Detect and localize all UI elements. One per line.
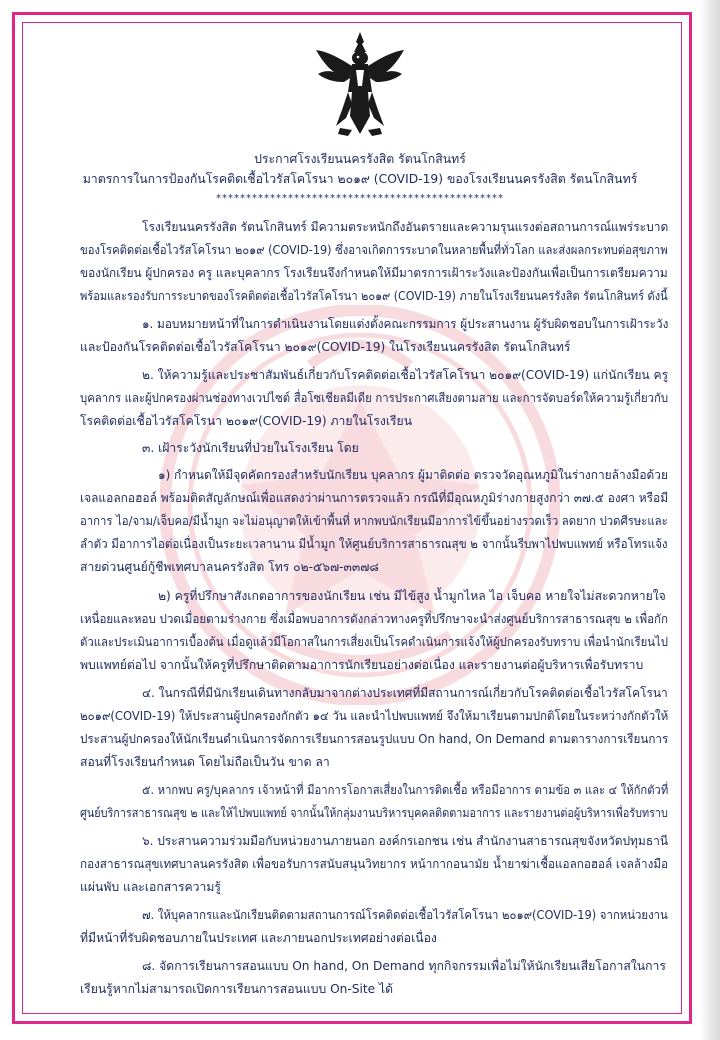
body-line: และป้องกันโรคติดต่อเชื้อไวรัสโคโรนา ๒๐๑๙(COVID-19) ในโรงเรียนนครรังสิต รัตนโกสินทร์ bbox=[80, 340, 571, 354]
garuda-emblem-icon bbox=[312, 30, 408, 140]
announcement-subtitle: มาตรการในการป้องกันโรคติดเชื้อไวรัสโคโรนา ๒๐๑๙ (COVID-19) ของโรงเรียนนครรังสิต รัตนโกสินทร์ bbox=[82, 172, 638, 186]
body-line: ที่มีหน้าที่รับผิดชอบภายในประเทศ และภายนอกประเทศอย่างต่อเนื่อง bbox=[80, 931, 437, 945]
body-line: ๑) กำหนดให้มีจุดคัดกรองสำหรับนักเรียน บุคลากร ผู้มาติดต่อ ตรวจวัดอุณหภูมิในร่างกายล้างมือด้วย bbox=[158, 468, 668, 482]
body-line: เรียนรู้หากไม่สามารถเปิดการเรียนการสอนแบบ On-Site ได้ bbox=[80, 982, 394, 996]
body-line: ๘. จัดการเรียนการสอนแบบ On hand, On Demand ทุกกิจกรรมเพื่อไม่ให้นักเรียนเสียโอกาสในการ bbox=[142, 959, 666, 973]
body-line: เหนื่อยและหอบ ปวดเมื่อยตามร่างกาย ซึ่งเมื่อพบอาการดังกล่าวทางครูที่ปรึกษาจะนำส่งศูนย์บริการสาธารณสุข ๒ เพื่อกัก bbox=[80, 612, 669, 626]
body-line: ๗. ให้บุคลากรและนักเรียนติดตามสถานการณ์โรคติดต่อเชื้อไวรัสโคโรนา ๒๐๑๙(COVID-19) จากหน่วยงาน bbox=[142, 908, 668, 922]
body-line: ๒๐๑๙(COVID-19) ให้ประสานผู้ปกครองกักตัว ๑๔ วัน และนำไปพบแพทย์ จึงให้มาเรียนตามปกติโดยในระหว่างกักตัวให้ bbox=[80, 709, 669, 723]
body-line: บุคลากร และผู้ปกครองผ่านช่องทางเวปไซต์ สื่อโซเชียลมีเดีย การประกาศเสียงตามสาย และการจัดบอร์ดให้ความรู้เกี่ยวกับ bbox=[80, 391, 669, 405]
body-line: ๔. ในกรณีที่มีนักเรียนเดินทางกลับมาจากต่างประเทศที่มีสถานการณ์เกี่ยวกับโรคติดต่อเชื้อไวรัสโคโรนา bbox=[142, 686, 668, 700]
announcement-title: ประกาศโรงเรียนนครรังสิต รัตนโกสินทร์ bbox=[254, 152, 466, 166]
body-line: กองสาธารณสุขเทศบาลนครรังสิต เพื่อขอรับการสนับสนุนวิทยากร หน้ากากอนามัย น้ำยาฆ่าเชื้อแอลกอฮอล์ เจลล้างมือ bbox=[80, 857, 669, 871]
body-line: ลำตัว มีอาการไอต่อเนื่องเป็นระยะเวลานาน มีน้ำมูก ให้ศูนย์บริการสาธารณสุข ๒ จากนั้นรีบพาไปพบแพทย์ หรือโทรแจ้ง bbox=[80, 537, 668, 551]
body-line: โรคติดต่อเชื้อไวรัสโคโรนา ๒๐๑๙(COVID-19) ภายในโรงเรียน bbox=[80, 414, 413, 428]
body-line: สอนที่โรงเรียนกำหนด โดยไม่ถือเป็นวัน ขาด ลา bbox=[80, 755, 330, 769]
body-line: ๖. ประสานความร่วมมือกับหน่วยงานภายนอก องค์กรเอกชน เช่น สำนักงานสาธารณสุขจังหวัดปทุมธานี bbox=[142, 834, 669, 848]
body-line: อาการ ไอ/จาม/เจ็บคอ/มีน้ำมูก จะไม่อนุญาตให้เข้าพื้นที่ หากพบนักเรียนมีอาการไข้ขึ้นอย่างรวดเร็ว ลดยาก ปวดศีรษะและ bbox=[80, 514, 668, 528]
body-line: เจลแอลกอฮอล์ พร้อมติดสัญลักษณ์เพื่อแสดงว่าผ่านการตรวจแล้ว กรณีที่มีอุณหภูมิร่างกายสูงกว่า ๓๗.๕ องศา หรือมี bbox=[80, 491, 669, 505]
body-line: ๓. เฝ้าระวังนักเรียนที่ป่วยในโรงเรียน โดย bbox=[142, 441, 359, 455]
body-line: ๒) ครูที่ปรึกษาสังเกตอาการของนักเรียน เช่น มีไข้สูง น้ำมูกไหล ไอ เจ็บคอ หายใจไม่สะดวกหายใจ bbox=[158, 589, 666, 603]
body-line: ศูนย์บริการสาธารณสุข ๒ และให้ไปพบแพทย์ จากนั้นให้กลุ่มงานบริหารบุคคลติดตามอาการ และรายงานต่อผู้บริหารเพื่อรับทราบ bbox=[80, 806, 668, 820]
star-separator: ************************************************ bbox=[216, 193, 504, 204]
body-line: ประสานผู้ปกครองให้นักเรียนดำเนินการจัดการเรียนการสอนรูปแบบ On hand, On Demand ตามตารางการเรียนการ bbox=[80, 732, 669, 746]
body-line: ตัวและประเมินอาการเบื้องต้น เมื่อดูแล้วมีโอกาสในการเสี่ยงเป็นโรคดำเนินการแจ้งให้ผู้ปกครองรับทราบ เพื่อนำนักเรียนไป bbox=[80, 635, 668, 649]
body-line: โรงเรียนนครรังสิต รัตนโกสินทร์ มีความตระหนักถึงอันตรายและความรุนแรงต่อสถานการณ์แพร่ระบาด bbox=[142, 220, 669, 234]
body-line: ของนักเรียน ผู้ปกครอง ครู และบุคลากร โรงเรียนจึงกำหนดให้มีมาตรการเฝ้าระวังและป้องกันเพื่อเป็นการเตรียมความ bbox=[80, 266, 668, 280]
body-line: พบแพทย์ต่อไป จากนั้นให้ครูที่ปรึกษาติดตามอาการนักเรียนอย่างต่อเนื่อง และรายงานต่อผู้บริหารเพื่อรับทราบ bbox=[80, 658, 644, 672]
body-line: ๒. ให้ความรู้และประชาสัมพันธ์เกี่ยวกับโรคติดต่อเชื้อไวรัสโคโรนา ๒๐๑๙(COVID-19) แก่นักเรียน ครู bbox=[142, 368, 669, 382]
body-line: ๑. มอบหมายหน้าที่ในการดำเนินงานโดยแต่งตั้งคณะกรรมการ ผู้ประสานงาน ผู้รับผิดชอบในการเฝ้าระวัง bbox=[142, 317, 669, 331]
body-line: พร้อมและรองรับการระบาดของโรคติดต่อเชื้อไวรัสโคโรนา ๒๐๑๙ (COVID-19) ภายในโรงเรียนนครรังสิต รัตนโกสินทร์ ดังนี้ bbox=[80, 289, 668, 303]
body-line: แผ่นพับ และเอกสารความรู้ bbox=[80, 880, 221, 894]
body-line: ๕. หากพบ ครู/บุคลากร เจ้าหน้าที่ มีอาการโอกาสเสี่ยงในการติดเชื้อ หรือมีอาการ ตามข้อ ๓ และ ๔ ให้กักตัวที่ bbox=[142, 783, 669, 797]
body-line: ของโรคติดต่อเชื้อไวรัสโคโรนา ๒๐๑๙ (COVID-19) ซึ่งอาจเกิดการระบาดในหลายพื้นที่ทั่วโลก และส่งผลกระทบต่อสุขภาพ bbox=[80, 243, 668, 257]
body-line: สายด่วนศูนย์กู้ชีพเทศบาลนครรังสิต โทร ๐๒-๕๖๗-๓๓๗๘ bbox=[80, 560, 379, 574]
